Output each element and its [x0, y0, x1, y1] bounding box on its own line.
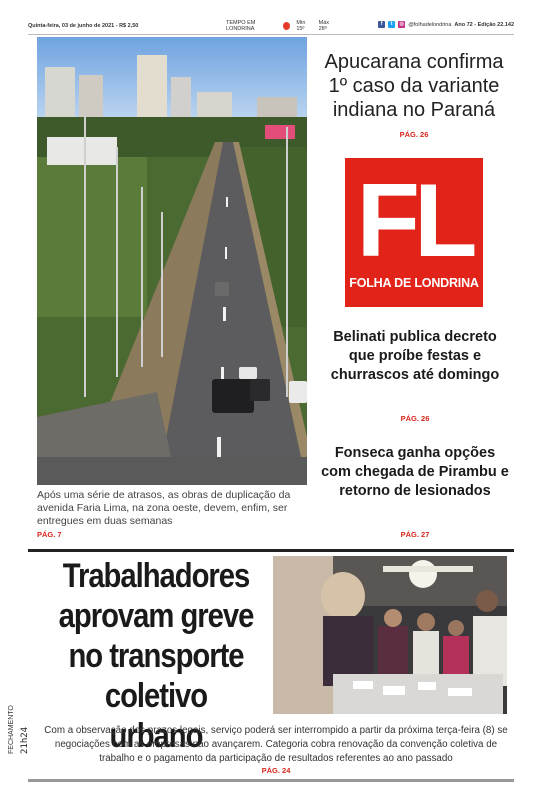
logo-name: FOLHA DE LONDRINA [349, 276, 479, 290]
lead-headline[interactable]: Trabalhadores aprovam greve no transporte coletivo urbano [58, 557, 254, 755]
facebook-icon[interactable]: f [378, 21, 385, 28]
date-price: Quinta-feira, 03 de junho de 2021 - R$ 2,50 [28, 23, 139, 29]
lead-description: Com a observação dos prazos legais, serviço poderá ser interrompido a partir da próxima terça-feira (8) se negociações com as empresas não avançarem. Categoria cobra renovação da convenção coletiva de trabalho e o pagamento da participação de resultados referentes ao ano passado [44, 725, 508, 764]
section-divider [28, 549, 514, 552]
page-ref-belinati[interactable]: PÁG. 26 [400, 414, 430, 423]
page-ref-fonseca[interactable]: PÁG. 27 [400, 530, 430, 539]
sun-icon [283, 22, 290, 30]
logo-letters: FL [356, 163, 472, 279]
caption-page[interactable]: PÁG. 7 [37, 530, 62, 539]
caption-text: Após uma série de atrasos, as obras de duplicação da avenida Faria Lima, na zona oeste, devem, enfim, ser entregues em duas semanas [37, 489, 291, 527]
masthead-bar [28, 18, 514, 34]
weather-max: Máx 28º [318, 20, 330, 32]
weather-city: TEMPO EM LONDRINA [226, 20, 256, 32]
edition-number: Ano 72 - Edição 22.142 [454, 21, 514, 28]
headline-belinati[interactable]: Belinati publica decreto que proíbe festas e churrascos até domingo [330, 329, 500, 383]
headline-fonseca[interactable]: Fonseca ganha opções com chegada de Pirambu e retorno de lesionados [321, 445, 509, 499]
bottom-rule [28, 779, 514, 782]
twitter-icon[interactable]: t [388, 21, 395, 28]
social-links [378, 21, 514, 28]
closing-time-box [6, 654, 38, 764]
assembly-photo [273, 556, 507, 714]
page-ref-apucarana[interactable]: PÁG. 26 [399, 130, 429, 139]
headline-apucarana[interactable]: Apucarana confirma 1º caso da variante indiana no Paraná [324, 51, 504, 121]
weather-min: Mín 15º [296, 20, 306, 32]
page-ref-lead[interactable]: PÁG. 24 [261, 766, 291, 775]
closing-label: FECHAMENTO [8, 705, 15, 754]
closing-time: 21h24 [20, 726, 30, 754]
weather-box [226, 20, 336, 32]
avenue-photo [37, 37, 307, 485]
header-divider [28, 34, 514, 35]
photo-caption [37, 489, 309, 541]
instagram-icon[interactable]: ◎ [399, 21, 404, 27]
social-handle[interactable]: @folhadelondrina [408, 21, 452, 28]
folha-logo [345, 158, 483, 307]
